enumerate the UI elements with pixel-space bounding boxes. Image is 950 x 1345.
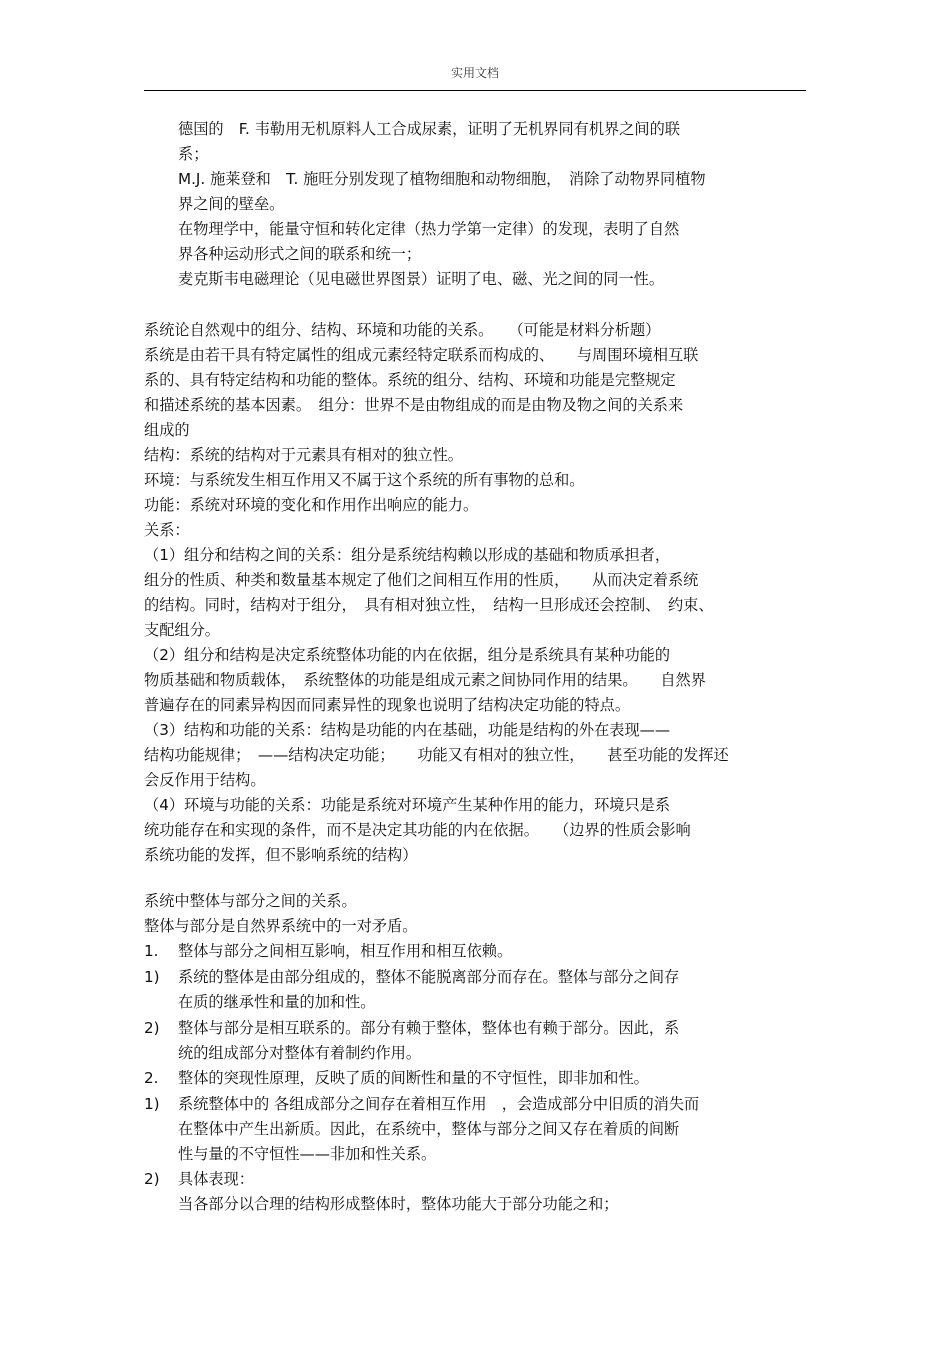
text-line: 界各种运动形式之间的联系和统一； [178, 245, 421, 263]
text-line: 系的、具有特定结构和功能的整体。系统的组分、结构、环境和功能是完整规定 [144, 371, 676, 389]
text-line: （1）组分和结构之间的关系：组分是系统结构赖以形成的基础和物质承担者， [144, 546, 671, 564]
header-rule [144, 90, 806, 91]
text-line: 功能：系统对环境的变化和作用作出响应的能力。 [144, 496, 479, 514]
text-line: 麦克斯韦电磁理论（见电磁世界图景）证明了电、磁、光之间的同一性。 [178, 270, 664, 288]
text-line: 关系： [144, 521, 190, 539]
page-header: 实用文档 [450, 66, 499, 80]
section-heading: 系统中整体与部分之间的关系。 [144, 892, 357, 910]
text-line: （2）组分和结构是决定系统整体功能的内在依据，组分是系统具有某种功能的 [144, 646, 671, 664]
list-marker: 2) [144, 1170, 160, 1188]
list-item: 在整体中产生出新质。因此，在系统中，整体与部分之间又存在着质的间断 [178, 1120, 680, 1138]
text-line: 支配组分。 [144, 621, 220, 639]
list-marker: 1. [144, 942, 159, 960]
text-line: （3）结构和功能的关系：结构是功能的内在基础，功能是结构的外在表现—— [144, 721, 671, 739]
list-marker: 1) [144, 1095, 160, 1113]
text-line: 物质基础和物质载体， 系统整体的功能是组成元素之间协同作用的结果。 自然界 [144, 671, 706, 689]
list-item: 当各部分以合理的结构形成整体时，整体功能大于部分功能之和； [178, 1195, 619, 1213]
text-line: 界之间的壁垒。 [178, 195, 285, 213]
text-line: 组分的性质、种类和数量基本规定了他们之间相互作用的性质， 从而决定着系统 [144, 571, 699, 589]
list-item: 整体与部分之间相互影响，相互作用和相互依赖。 [178, 942, 513, 960]
text-line: 德国的 F. 韦勒用无机原料人工合成尿素，证明了无机界同有机界之间的联 [178, 120, 680, 138]
text-line: 环境：与系统发生相互作用又不属于这个系统的所有事物的总和。 [144, 471, 585, 489]
list-item: 系统整体中的 各组成部分之间存在着相互作用 ，会造成部分中旧质的消失而 [178, 1095, 700, 1113]
list-marker: 1) [144, 968, 160, 986]
list-item: 统的组成部分对整体有着制约作用。 [178, 1044, 421, 1062]
text-line: M.J. 施莱登和 T. 施旺分别发现了植物细胞和动物细胞， 消除了动物界同植物 [178, 170, 706, 188]
list-item: 整体与部分是相互联系的。部分有赖于整体，整体也有赖于部分。因此，系 [178, 1019, 680, 1037]
list-item: 性与量的不守恒性——非加和性关系。 [178, 1145, 437, 1163]
list-item: 整体的突现性原理，反映了质的间断性和量的不守恒性，即非加和性。 [178, 1069, 649, 1087]
list-item: 系统的整体是由部分组成的，整体不能脱离部分而存在。整体与部分之间存 [178, 968, 680, 986]
text-line: 的结构。同时，结构对于组分， 具有相对独立性， 结构一旦形成还会控制、 约束、 [144, 596, 714, 614]
list-marker: 2) [144, 1019, 160, 1037]
text-line: 统功能存在和实现的条件，而不是决定其功能的内在依据。 （边界的性质会影响 [144, 821, 691, 839]
text-line: 会反作用于结构。 [144, 771, 266, 789]
list-marker: 2. [144, 1069, 159, 1087]
text-line: 结构功能规律； ——结构决定功能； 功能又有相对的独立性， 甚至功能的发挥还 [144, 746, 729, 764]
text-line: 在物理学中，能量守恒和转化定律（热力学第一定律）的发现，表明了自然 [178, 220, 680, 238]
text-line: 整体与部分是自然界系统中的一对矛盾。 [144, 917, 418, 935]
text-line: 结构：系统的结构对于元素具有相对的独立性。 [144, 446, 463, 464]
list-item: 具体表现： [178, 1170, 254, 1188]
text-line: 系统是由若干具有特定属性的组成元素经特定联系而构成的、 与周围环境相互联 [144, 346, 699, 364]
text-line: 系； [178, 145, 209, 163]
text-line: 组成的 [144, 421, 190, 439]
section-heading: 系统论自然观中的组分、结构、环境和功能的关系。 （可能是材料分析题） [144, 321, 661, 339]
text-line: 系统功能的发挥，但不影响系统的结构） [144, 846, 418, 864]
text-line: 和描述系统的基本因素。 组分：世界不是由物组成的而是由物及物之间的关系来 [144, 396, 684, 414]
list-item: 在质的继承性和量的加和性。 [178, 993, 376, 1011]
text-line: （4）环境与功能的关系：功能是系统对环境产生某种作用的能力，环境只是系 [144, 796, 671, 814]
text-line: 普遍存在的同素异构因而同素异性的现象也说明了结构决定功能的特点。 [144, 696, 630, 714]
